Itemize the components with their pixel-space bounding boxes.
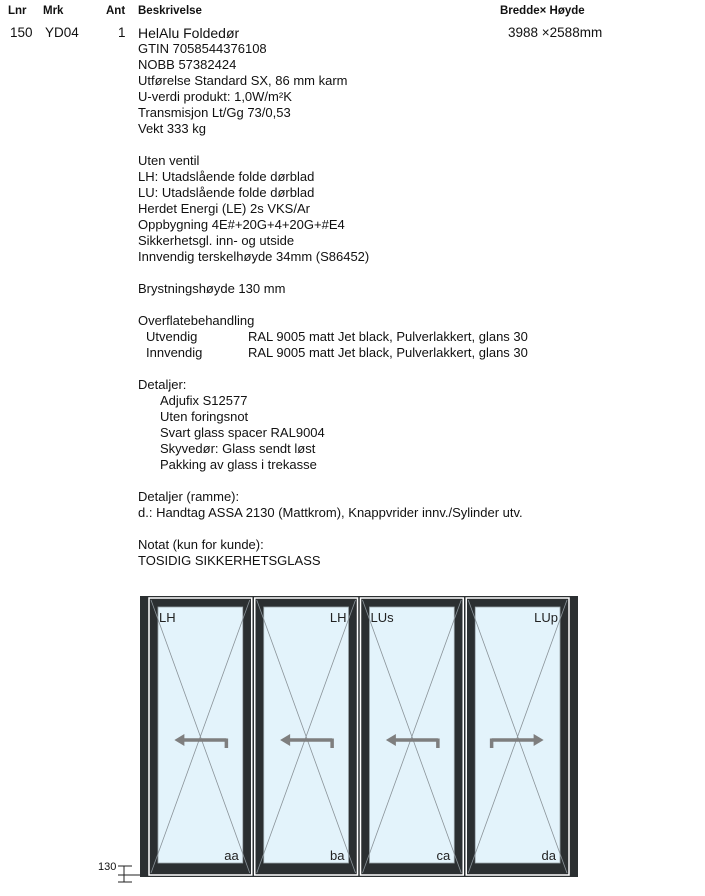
item-title: HelAlu Foldedør — [138, 25, 240, 41]
threshold-label: 130 — [98, 861, 117, 873]
threshold-marker — [98, 861, 140, 882]
header-size: Bredde× Høyde — [500, 5, 585, 17]
item-mrk: YD04 — [45, 25, 79, 40]
panel-top-label: LUp — [534, 610, 558, 625]
details-title: Detaljer: — [138, 377, 187, 392]
spec-line: NOBB 57382424 — [138, 57, 237, 72]
surface-label: Utvendig — [146, 329, 198, 344]
panel-top-label: LH — [159, 610, 176, 625]
detail-line: Adjufix S12577 — [160, 393, 248, 408]
glass-pane — [370, 607, 455, 863]
header-ant: Ant — [106, 5, 126, 17]
panel-bottom-label: ca — [436, 848, 451, 863]
panel-bottom-label: ba — [330, 848, 345, 863]
surface-title: Overflatebehandling — [138, 313, 255, 328]
panel-bottom-label: aa — [224, 848, 239, 863]
spec-line: GTIN 7058544376108 — [138, 41, 267, 56]
frame-details-title: Detaljer (ramme): — [138, 489, 240, 504]
surface-value: RAL 9005 matt Jet black, Pulverlakkert, glans 30 — [248, 329, 528, 344]
spec-line: Transmisjon Lt/Gg 73/0,53 — [138, 105, 291, 120]
config-line: Uten ventil — [138, 153, 200, 168]
note-title: Notat (kun for kunde): — [138, 537, 264, 552]
panel-top-label: LH — [329, 610, 347, 625]
frame-details-line: d.: Handtag ASSA 2130 (Mattkrom), Knappvrider innv./Sylinder utv. — [138, 505, 523, 520]
spec-line: Vekt 333 kg — [138, 121, 206, 136]
spec-line: U-verdi produkt: 1,0W/m²K — [138, 89, 292, 104]
config-line: Herdet Energi (LE) 2s VKS/Ar — [138, 201, 310, 216]
config-line: Sikkerhetsgl. inn- og utside — [138, 233, 295, 248]
item-size: 3988 ×2588mm — [508, 25, 603, 40]
item-ant: 1 — [118, 25, 126, 40]
item-lnr: 150 — [10, 25, 33, 40]
note-line: TOSIDIG SIKKERHETSGLASS — [138, 553, 321, 568]
config-line: LU: Utadslående folde dørblad — [138, 185, 315, 200]
header-beskrivelse: Beskrivelse — [138, 5, 202, 17]
surface-value: RAL 9005 matt Jet black, Pulverlakkert, glans 30 — [248, 345, 528, 360]
detail-line: Skyvedør: Glass sendt løst — [160, 441, 316, 456]
config-line: Oppbygning 4E#+20G+4+20G+#E4 — [138, 217, 345, 232]
header-mrk: Mrk — [43, 5, 64, 17]
config-line: LH: Utadslående folde dørblad — [138, 169, 315, 184]
glass-pane — [158, 607, 243, 863]
brystning-line: Brystningshøyde 130 mm — [138, 281, 286, 296]
panel-top-label: LUs — [370, 610, 394, 625]
spec-line: Utførelse Standard SX, 86 mm karm — [138, 73, 348, 88]
detail-line: Pakking av glass i trekasse — [160, 457, 317, 472]
config-line: Innvendig terskelhøyde 34mm (S86452) — [138, 249, 370, 264]
panel-bottom-label: da — [541, 848, 556, 863]
header-lnr: Lnr — [8, 5, 27, 17]
detail-line: Uten foringsnot — [160, 409, 249, 424]
surface-label: Innvendig — [146, 345, 203, 360]
glass-pane — [475, 607, 560, 863]
detail-line: Svart glass spacer RAL9004 — [160, 425, 325, 440]
glass-pane — [264, 607, 349, 863]
